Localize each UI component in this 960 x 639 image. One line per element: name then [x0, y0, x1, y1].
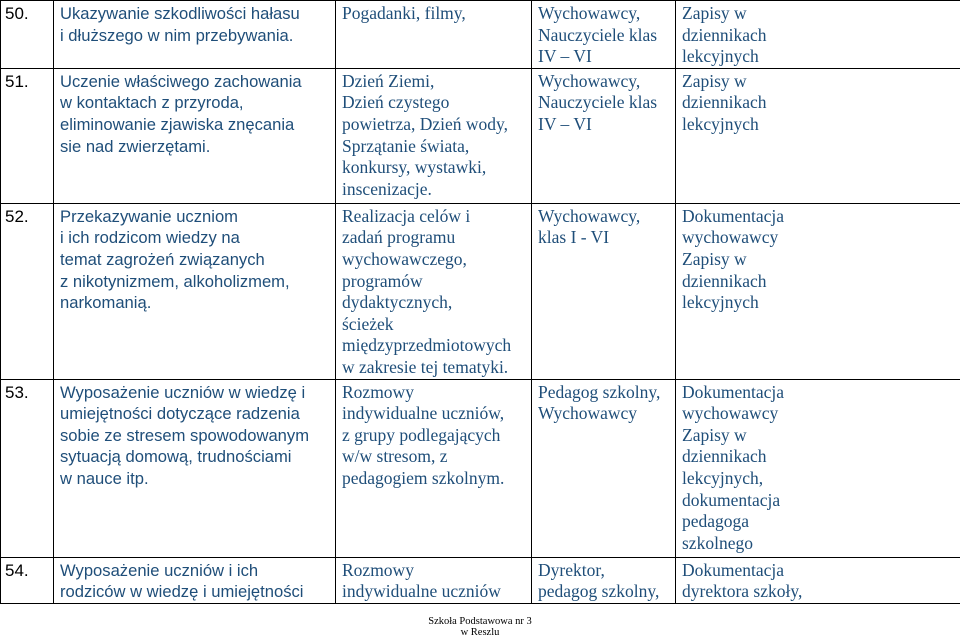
topic-line: eliminowanie zjawiska znęcania [60, 114, 295, 134]
form-line: ścieżek [342, 313, 394, 334]
responsible-line: Wychowawcy, [538, 70, 641, 91]
topic-line: temat zagrożeń związanych [60, 249, 265, 269]
responsible-line: Pedagog szkolny, [538, 381, 661, 402]
form-line: w/w stresom, z [342, 446, 448, 467]
responsible-cell [532, 1, 676, 69]
form-line: z grupy podlegających [342, 424, 501, 445]
evaluation-line: szkolnego [682, 532, 753, 553]
responsible-line: Wychowawcy [538, 403, 638, 424]
row-number [1, 379, 54, 557]
evaluation-line: lekcyjnych [682, 113, 759, 134]
topic-line: Uczenie właściwego zachowania [60, 71, 302, 91]
evaluation-line: dziennikach [682, 270, 767, 291]
responsible-line: Wychowawcy, [538, 205, 641, 226]
evaluation-line: lekcyjnych [682, 292, 759, 313]
row-number-text: 52. [5, 206, 29, 226]
evaluation-line: Zapisy w [682, 248, 747, 269]
table-row [1, 203, 960, 379]
evaluation-line: wychowawcy [682, 227, 779, 248]
evaluation-line: Dokumentacja [682, 205, 785, 226]
topic-line: sobie ze stresem spowodowanym [60, 425, 310, 445]
footer-school: Szkoła Podstawowa nr 3 [428, 616, 532, 627]
responsible-cell [532, 557, 676, 603]
form-line: inscenizacje. [342, 178, 432, 199]
topic-line: narkomanią. [60, 293, 152, 313]
form-cell [336, 68, 532, 203]
responsible-cell [532, 203, 676, 379]
responsible-line: Wychowawcy, [538, 3, 641, 23]
form-line: indywidualne uczniów [342, 581, 501, 602]
evaluation-line: Dokumentacja [682, 559, 785, 580]
form-line: zadań programu [342, 227, 456, 248]
responsible-cell [532, 68, 676, 203]
topic-line: i dłuższego w nim przebywania. [60, 25, 294, 45]
topic-line: i ich rodzicom wiedzy na [60, 228, 240, 248]
form-cell [336, 203, 532, 379]
topic-line: w nauce itp. [60, 468, 149, 488]
form-line: Dzień Ziemi, [342, 70, 435, 91]
topic-line: rodziców w wiedzę i umiejętności [60, 582, 304, 602]
evaluation-line: Zapisy w [682, 70, 747, 91]
evaluation-line: Dokumentacja [682, 381, 785, 402]
row-number [1, 203, 54, 379]
topic-line: sie nad zwierzętami. [60, 136, 211, 156]
form-line: Realizacja celów i [342, 205, 471, 226]
form-line: międzyprzedmiotowych [342, 335, 512, 356]
responsible-line: pedagog szkolny, [538, 581, 660, 602]
evaluation-line: dziennikach [682, 24, 767, 45]
table-row [1, 1, 960, 69]
evaluation-line: dziennikach [682, 92, 767, 113]
row-number-text: 51. [5, 71, 29, 91]
responsible-line: IV – VI [538, 113, 592, 134]
page-footer [0, 616, 960, 638]
responsible-line: Dyrektor, [538, 559, 605, 580]
evaluation-line: dziennikach [682, 446, 767, 467]
evaluation-cell [676, 1, 960, 69]
topic-cell [54, 203, 336, 379]
row-number-text: 53. [5, 382, 29, 402]
topic-cell [54, 557, 336, 603]
table-row [1, 557, 960, 603]
topic-line: z nikotynizmem, alkoholizmem, [60, 271, 290, 291]
form-line: Sprzątanie świata, [342, 135, 470, 156]
evaluation-cell [676, 68, 960, 203]
evaluation-line: pedagoga [682, 511, 750, 532]
evaluation-cell [676, 379, 960, 557]
form-line: powietrza, Dzień wody, [342, 113, 509, 134]
row-number-text: 50. [5, 4, 29, 23]
evaluation-line: Zapisy w [682, 424, 747, 445]
row-number [1, 557, 54, 603]
form-line: pedagogiem szkolnym. [342, 467, 505, 488]
form-line: Rozmowy [342, 381, 414, 402]
row-number [1, 1, 54, 69]
topic-cell [54, 1, 336, 69]
responsible-cell [532, 379, 676, 557]
form-line: Rozmowy [342, 559, 414, 580]
form-line: wychowawczego, [342, 248, 467, 269]
form-line: w zakresie tej tematyki. [342, 356, 509, 377]
topic-line: sytuacją domową, trudnościami [60, 447, 292, 467]
row-number-text: 54. [5, 560, 29, 580]
form-line: indywidualne uczniów, [342, 403, 505, 424]
topic-line: Wyposażenie uczniów i ich [60, 560, 259, 580]
responsible-line: klas I - VI [538, 227, 610, 248]
footer-town: w Reszlu [460, 627, 500, 638]
form-cell [336, 379, 532, 557]
evaluation-line: dokumentacja [682, 489, 781, 510]
plan-table-body [1, 1, 960, 604]
row-number [1, 68, 54, 203]
evaluation-line: Zapisy w [682, 3, 747, 23]
form-line: dydaktycznych, [342, 292, 453, 313]
topic-line: Ukazywanie szkodliwości hałasu [60, 4, 300, 23]
form-cell [336, 557, 532, 603]
topic-cell [54, 68, 336, 203]
table-row [1, 379, 960, 557]
evaluation-cell [676, 203, 960, 379]
form-line: programów [342, 270, 423, 291]
evaluation-line: wychowawcy [682, 403, 779, 424]
topic-cell [54, 379, 336, 557]
responsible-line: IV – VI [538, 46, 592, 67]
form-cell [336, 1, 532, 69]
evaluation-line: lekcyjnych, [682, 467, 764, 488]
responsible-line: Nauczyciele klas [538, 24, 658, 45]
table-row [1, 68, 960, 203]
evaluation-line: dyrektora szkoły, [682, 581, 803, 602]
topic-line: umiejętności dotyczące radzenia [60, 404, 300, 424]
topic-line: Wyposażenie uczniów w wiedzę i [60, 382, 306, 402]
topic-line: Przekazywanie uczniom [60, 206, 238, 226]
evaluation-cell [676, 557, 960, 603]
responsible-line: Nauczyciele klas [538, 92, 658, 113]
form-line: konkursy, wystawki, [342, 157, 487, 178]
evaluation-line: lekcyjnych [682, 46, 759, 67]
topic-line: w kontaktach z przyroda, [60, 93, 244, 113]
form-line: Dzień czystego [342, 92, 450, 113]
form-line: Pogadanki, filmy, [342, 3, 466, 23]
